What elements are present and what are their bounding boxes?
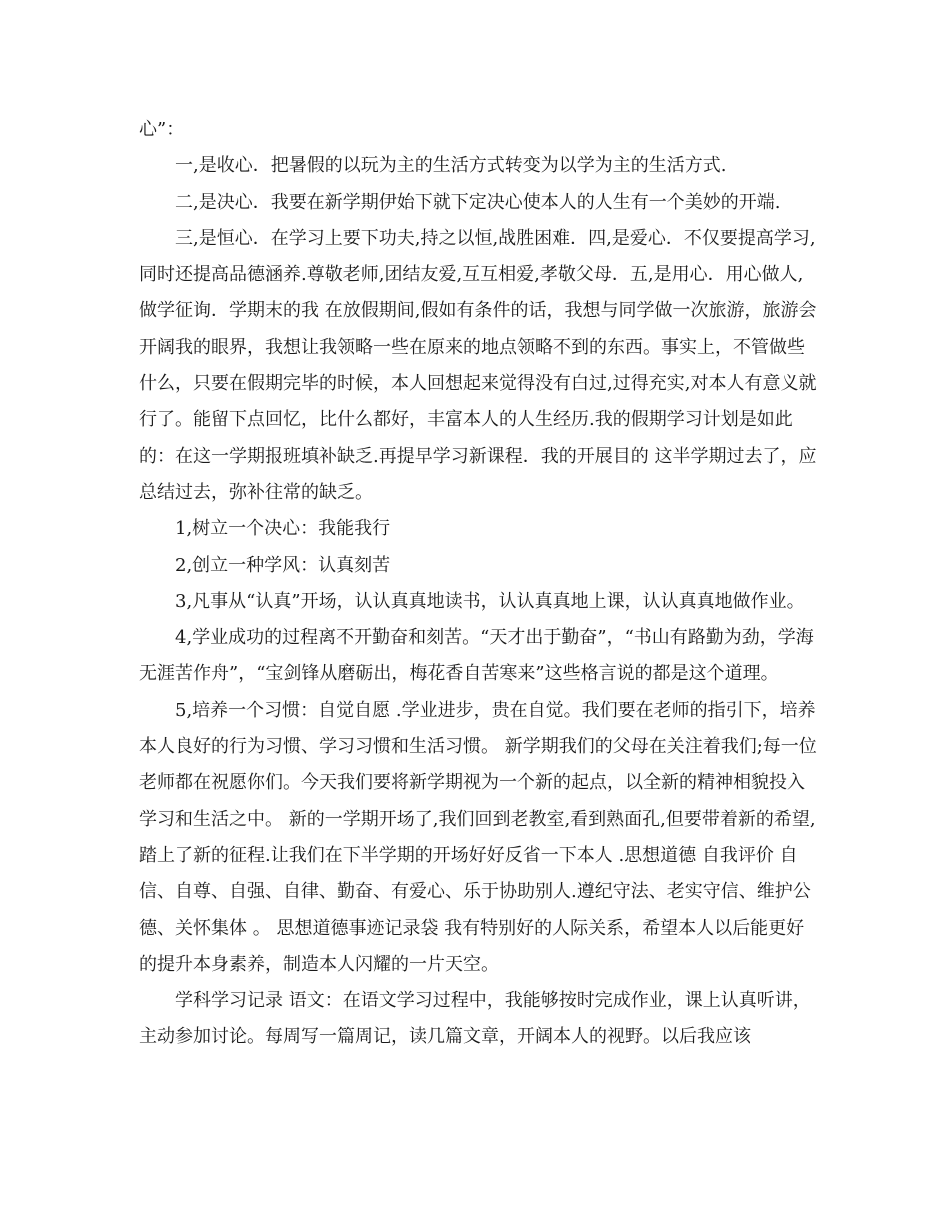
paragraph-4: 三,是恒心．在学习上要下功夫,持之以恒,战胜困难．四,是爱心．不仅要提高学习,同时还提高品德涵养.尊敬老师,团结友爱,互互相爱,孝敬父母．五,是用心．用心做人,做学征询．学期末的我 在放假期间,假如有条件的话，我想与同学做一次旅游，旅游会开阔我的眼界，我想让我领略一些在原来的地点领略不到的东西。事实上，不管做些什么，只要在假期完毕的时候，本人回想起来觉得没有白过,过得充实,对本人有意义就行了。能留下点回忆，比什么都好，丰富本人的人生经历.我的假期学习计划是如此的：在这一学期报班填补缺乏.再提早学习新课程．我的开展目的 这半学期过去了，应总结过去，弥补往常的缺乏。 (139, 227, 817, 503)
paragraph-6: 2,创立一种学风：认真刻苦 (175, 554, 391, 576)
document-body (139, 112, 819, 1056)
paragraph-3: 二,是决心．我要在新学期伊始下就下定决心使本人的人生有一个美妙的开端. (175, 191, 781, 213)
paragraph-8: 4,学业成功的过程离不开勤奋和刻苦。“天才出于勤奋”，“书山有路勤为劲，学海无涯苦作舟”，“宝剑锋从磨砺出，梅花香自苦寒来”这些格言说的都是这个道理。 (139, 627, 814, 685)
paragraph-7: 3,凡事从“认真”开场，认认真真地读书，认认真真地上课，认认真真地做作业。 (175, 590, 805, 612)
paragraph-10: 学科学习记录 语文：在语文学习过程中，我能够按时完成作业，课上认真听讲，主动参加讨论。每周写一篇周记，读几篇文章，开阔本人的视野。以后我应该 (139, 990, 811, 1048)
paragraph-1: 心”： (139, 119, 185, 140)
paragraph-5: 1,树立一个决心：我能我行 (175, 518, 391, 540)
paragraph-9: 5,培养一个习惯：自觉自愿 .学业进步，贵在自觉。我们要在老师的指引下，培养本人良好的行为习惯、学习习惯和生活习惯。 新学期我们的父母在关注着我们;每一位老师都在祝愿你们。今天我们要将新学期视为一个新的起点，以全新的精神相貌投入学习和生活之中。 新的一学期开场了,我们回到老教室,看到熟面孔,但要带着新的希望,踏上了新的征程.让我们在下半学期的开场好好反省一下本人 .思想道德 自我评价 自信、自尊、自强、自律、勤奋、有爱心、乐于协助别人.遵纪守法、老实守信、维护公德、关怀集体 。 思想道德事迹记录袋 我有特别好的人际关系，希望本人以后能更好的提升本身素养，制造本人闪耀的一片天空。 (139, 699, 817, 975)
paragraph-2: 一,是收心．把暑假的以玩为主的生活方式转变为以学为主的生活方式. (175, 155, 727, 177)
